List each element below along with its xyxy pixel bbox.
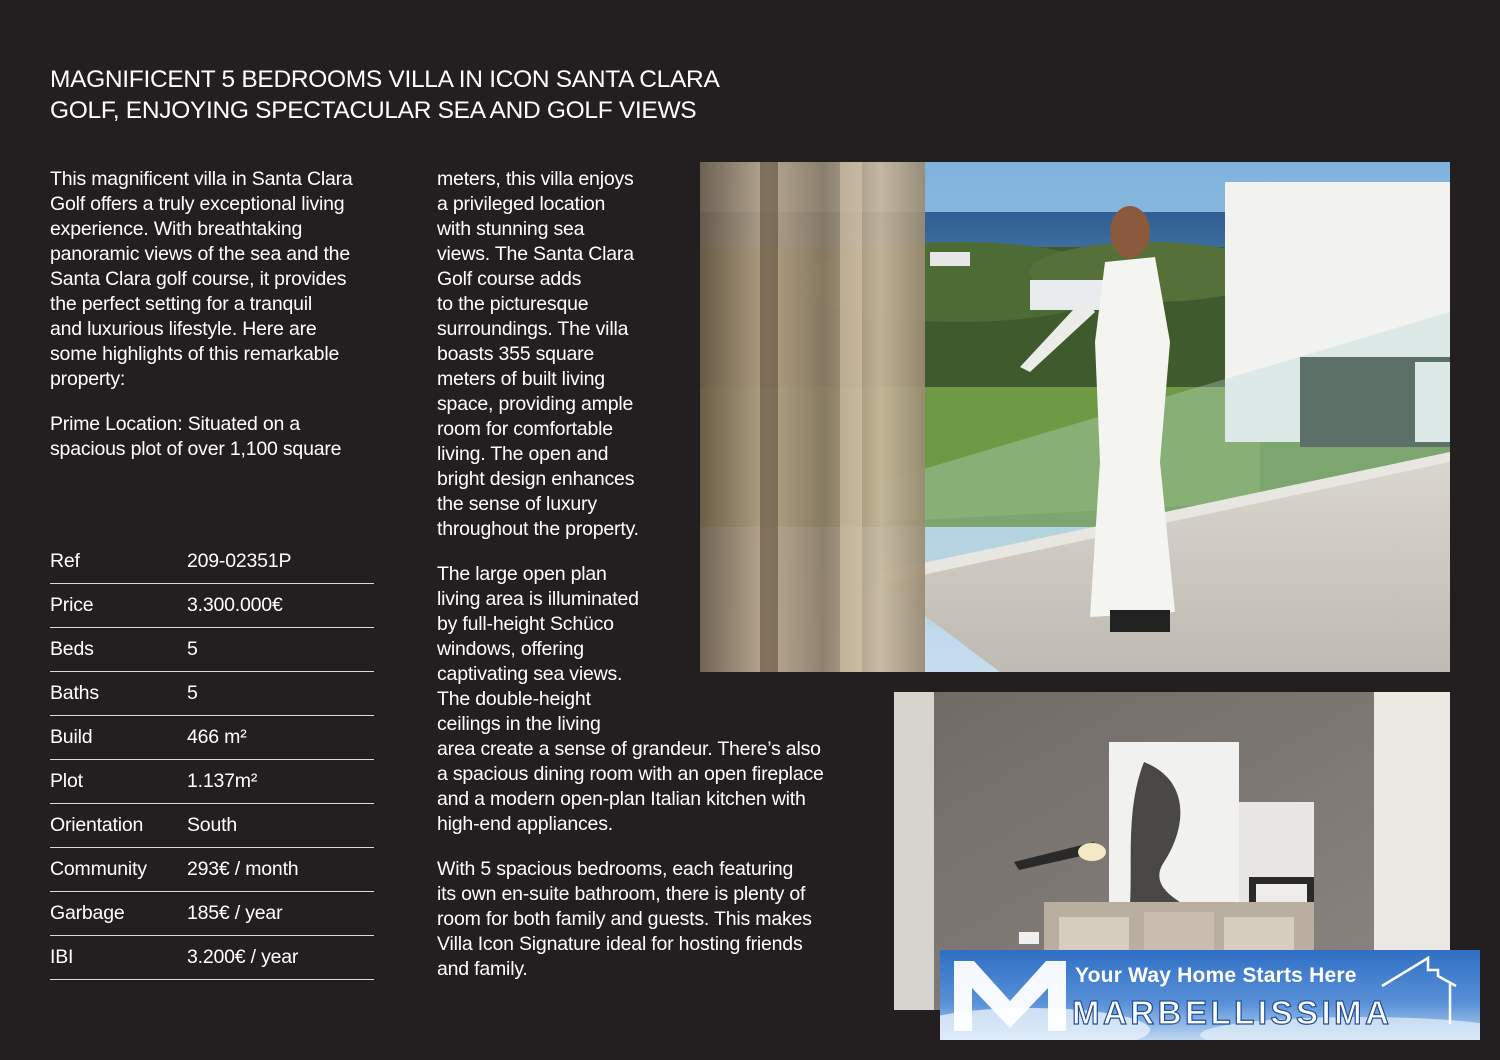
text-line: the sense of luxury (437, 493, 597, 515)
page-title (50, 64, 810, 126)
text-line: meters of built living (437, 368, 605, 390)
m-logo-icon (952, 956, 1072, 1036)
fact-label: IBI (50, 936, 187, 980)
text-line: and family. (437, 958, 528, 980)
text-line: Villa Icon Signature ideal for hosting friends (437, 933, 803, 955)
text-line: Prime Location: Situated on a (50, 413, 301, 435)
fact-label: Plot (50, 760, 187, 804)
text-line: room for comfortable (437, 418, 613, 440)
text-line: windows, offering (437, 638, 584, 660)
text-line: The large open plan (437, 563, 607, 585)
location-details-paragraph (437, 167, 677, 542)
text-line: This magnificent villa in Santa Clara (50, 168, 353, 190)
text-line: views. The Santa Clara (437, 243, 634, 265)
text-line: room for both family and guests. This makes (437, 908, 812, 930)
text-line: by full-height Schüco (437, 613, 614, 635)
fact-row-ibi (50, 936, 374, 980)
fact-row-community (50, 848, 374, 892)
terrace-photo (700, 162, 1450, 672)
title-line-2: GOLF, ENJOYING SPECTACULAR SEA AND GOLF VIEWS (50, 97, 697, 124)
living-area-paragraph-end (437, 737, 877, 837)
property-facts-table (50, 540, 374, 980)
fact-value: 466 m² (187, 716, 374, 760)
text-line: to the picturesque (437, 293, 589, 315)
text-line: Santa Clara golf course, it provides (50, 268, 347, 290)
text-line: living area is illuminated (437, 588, 639, 610)
fact-label: Price (50, 584, 187, 628)
fact-value: 1.137m² (187, 760, 374, 804)
fact-row-beds (50, 628, 374, 672)
text-line: Golf offers a truly exceptional living (50, 193, 345, 215)
text-line: experience. With breathtaking (50, 218, 303, 240)
fact-row-price (50, 584, 374, 628)
fact-label: Baths (50, 672, 187, 716)
text-line: area create a sense of grandeur. There’s also (437, 738, 821, 760)
title-line-1: MAGNIFICENT 5 BEDROOMS VILLA IN ICON SANTA CLARA (50, 66, 720, 93)
text-line: space, providing ample (437, 393, 634, 415)
text-line: living. The open and (437, 443, 609, 465)
fact-label: Garbage (50, 892, 187, 936)
fact-value: 185€ / year (187, 892, 374, 936)
banner-slogan: Your Way Home Starts Here (1075, 964, 1357, 987)
fact-value: 3.200€ / year (187, 936, 374, 980)
text-line: spacious plot of over 1,100 square (50, 438, 342, 460)
text-line: boasts 355 square (437, 343, 595, 365)
fact-row-orientation (50, 804, 374, 848)
fact-value: 3.300.000€ (187, 584, 374, 628)
text-line: its own en-suite bathroom, there is plenty of (437, 883, 806, 905)
fact-value: 293€ / month (187, 848, 374, 892)
description-column-1 (50, 167, 385, 482)
fact-value: 5 (187, 672, 374, 716)
text-line: a privileged location (437, 193, 606, 215)
text-line: and a modern open-plan Italian kitchen with (437, 788, 806, 810)
fact-row-baths (50, 672, 374, 716)
description-column-2-top (437, 167, 677, 757)
fact-label: Orientation (50, 804, 187, 848)
fact-row-ref (50, 540, 374, 584)
text-line: some highlights of this remarkable (50, 343, 340, 365)
fact-label: Community (50, 848, 187, 892)
description-column-2-bottom (437, 737, 877, 1002)
text-line: Golf course adds (437, 268, 582, 290)
text-line: bright design enhances (437, 468, 635, 490)
intro-paragraph (50, 167, 385, 392)
text-line: meters, this villa enjoys (437, 168, 634, 190)
text-line: and luxurious lifestyle. Here are (50, 318, 317, 340)
text-line: captivating sea views. (437, 663, 623, 685)
text-line: property: (50, 368, 126, 390)
fact-label: Beds (50, 628, 187, 672)
text-line: The double-height (437, 688, 591, 710)
text-line: throughout the property. (437, 518, 639, 540)
fact-value: 5 (187, 628, 374, 672)
location-paragraph (50, 412, 385, 462)
fact-value: 209-02351P (187, 540, 374, 584)
fact-row-garbage (50, 892, 374, 936)
text-line: a spacious dining room with an open fireplace (437, 763, 824, 785)
text-line: with stunning sea (437, 218, 585, 240)
text-line: the perfect setting for a tranquil (50, 293, 313, 315)
text-line: surroundings. The villa (437, 318, 629, 340)
fact-label: Build (50, 716, 187, 760)
fact-label: Ref (50, 540, 187, 584)
text-line: panoramic views of the sea and the (50, 243, 350, 265)
fact-row-build (50, 716, 374, 760)
fact-row-plot (50, 760, 374, 804)
banner-brand-name: MARBELLISSIMA (1072, 994, 1393, 1031)
marbellissima-banner (940, 950, 1480, 1040)
text-line: With 5 spacious bedrooms, each featuring (437, 858, 794, 880)
fact-value: South (187, 804, 374, 848)
text-line: high-end appliances. (437, 813, 613, 835)
bedrooms-paragraph (437, 857, 877, 982)
living-area-paragraph-start (437, 562, 677, 737)
text-line: ceilings in the living (437, 713, 601, 735)
